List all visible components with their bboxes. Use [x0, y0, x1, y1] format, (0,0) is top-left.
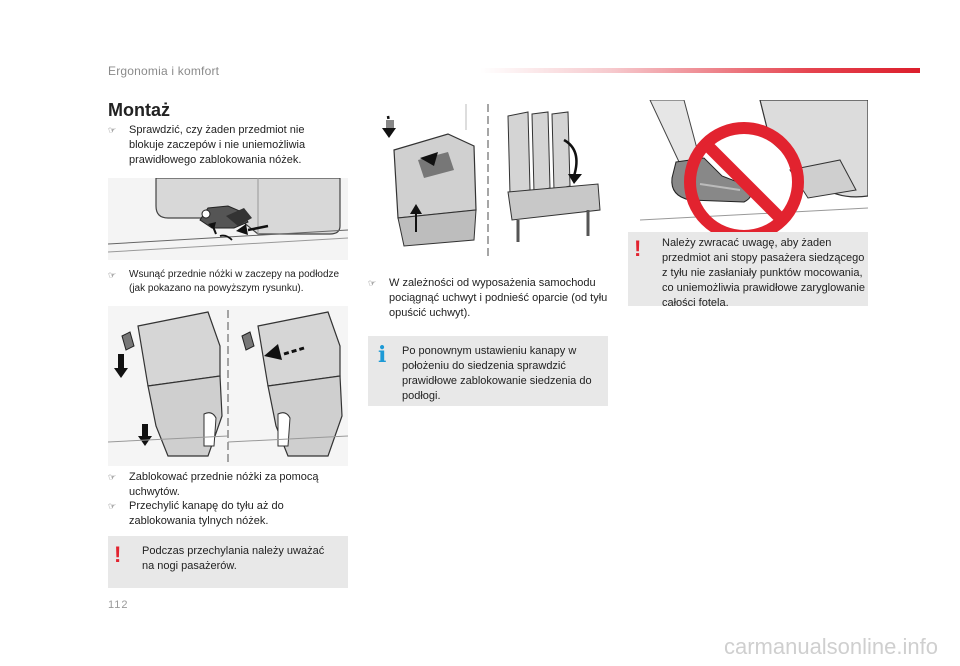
illustration-foot-hooks: [108, 178, 348, 260]
bullet-item: [108, 268, 348, 296]
bullet-item: [108, 499, 338, 529]
header-section-title: Ergonomia i komfort: [108, 64, 220, 78]
warning-note: [108, 536, 348, 588]
watermark: carmanualsonline.info: [723, 634, 938, 659]
page-number: 112: [108, 599, 129, 611]
bullet-text: W zależności od wyposażenia samochodu pociągnąć uchwyt i podnieść oparcie (od tyłu opuścić uchwyt).: [389, 277, 608, 319]
exclamation-icon: !: [114, 542, 122, 567]
warning-text: Należy zwracać uwagę, aby żaden przedmiot ani stopy pasażera siedzącego z tyłu nie zasłaniały punktów mocowania, co uniemożliwia prawidłowe zaryglowanie całości fotela.: [662, 237, 865, 309]
bullet-text: Zablokować przednie nóżki za pomocą uchwytów.: [129, 471, 319, 498]
arrow-bullet-icon: ☞: [108, 270, 117, 280]
bullet-text: Wsunąć przednie nóżki w zaczepy na podłodze (jak pokazano na powyższym rysunku).: [129, 269, 340, 294]
arrow-bullet-icon: ☞: [108, 125, 117, 135]
illustration-seat-backrest: [368, 100, 608, 260]
info-icon: i: [378, 342, 387, 368]
arrow-bullet-icon: ☞: [108, 472, 117, 482]
info-note: [368, 336, 608, 406]
header-accent-bar: [480, 68, 920, 73]
bullet-text: Przechylić kanapę do tyłu aż do zablokowania tylnych nóżek.: [129, 500, 284, 527]
arrow-bullet-icon: ☞: [108, 501, 117, 511]
illustration-prohibited-foot: [640, 100, 868, 250]
info-text: Po ponownym ustawieniu kanapy w położeniu do siedzenia sprawdzić prawidłowe zablokowanie siedzenia do podłogi.: [402, 345, 592, 402]
arrow-bullet-icon: ☞: [368, 278, 377, 288]
bullet-item: [368, 276, 608, 321]
bullet-text: Sprawdzić, czy żaden przedmiot nie blokuje zaczepów i nie uniemożliwia prawidłowego zablokowania nóżek.: [129, 124, 306, 166]
warning-note: [628, 232, 868, 309]
warning-text: Podczas przechylania należy uważać na nogi pasażerów.: [142, 545, 325, 572]
illustration-lock-feet: [108, 306, 348, 466]
bullet-item: [108, 470, 338, 500]
page-title: Montaż: [108, 100, 170, 120]
exclamation-icon: !: [634, 236, 642, 261]
bullet-item: [108, 123, 338, 168]
